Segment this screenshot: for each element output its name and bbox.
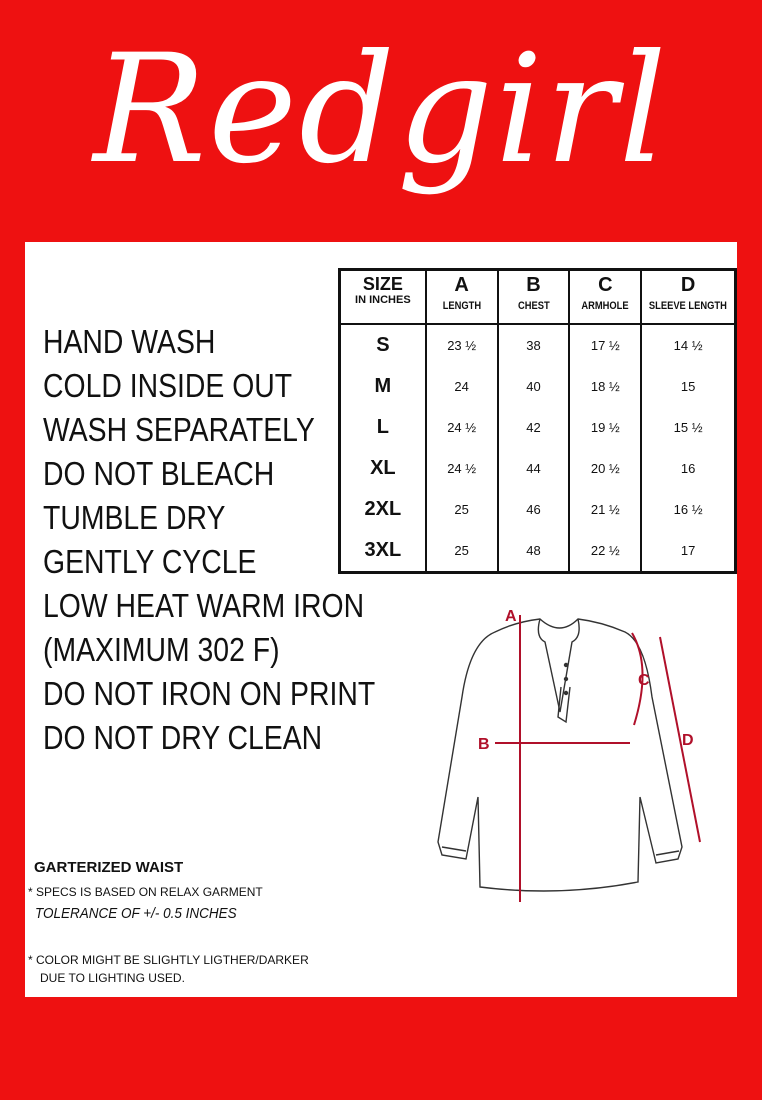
label-a: A <box>505 608 517 625</box>
size-table-header <box>340 270 736 325</box>
sleeve-cell: 15 ½ <box>641 407 735 448</box>
care-item: DO NOT DRY CLEAN <box>43 719 323 756</box>
column-header-armhole: C ARMHOLE <box>569 270 641 325</box>
length-cell: 24 ½ <box>426 407 498 448</box>
column-header-chest: B CHEST <box>498 270 570 325</box>
care-item: WASH SEPARATELY <box>43 411 315 448</box>
brand-logo <box>0 0 762 240</box>
size-chart-panel <box>25 242 737 997</box>
table-row <box>340 489 736 530</box>
care-item: (MAXIMUM 302 F) <box>43 631 280 668</box>
sleeve-cell: 17 <box>641 530 735 573</box>
care-item: HAND WASH <box>43 323 216 360</box>
armhole-cell: 22 ½ <box>569 530 641 573</box>
size-cell: 2XL <box>340 489 426 530</box>
armhole-cell: 18 ½ <box>569 366 641 407</box>
length-cell: 24 <box>426 366 498 407</box>
size-cell: XL <box>340 448 426 489</box>
care-item: GENTLY CYCLE <box>43 543 257 580</box>
label-d: D <box>682 732 694 749</box>
care-item: DO NOT IRON ON PRINT <box>43 675 376 712</box>
measurement-lines <box>495 615 700 902</box>
chest-cell: 46 <box>498 489 570 530</box>
sleeve-cell: 16 <box>641 448 735 489</box>
table-row <box>340 366 736 407</box>
blouse-outline <box>438 619 682 891</box>
column-header-length: A LENGTH <box>426 270 498 325</box>
chest-cell: 38 <box>498 324 570 366</box>
armhole-cell: 21 ½ <box>569 489 641 530</box>
size-cell: S <box>340 324 426 366</box>
armhole-cell: 17 ½ <box>569 324 641 366</box>
size-cell: L <box>340 407 426 448</box>
armhole-cell: 19 ½ <box>569 407 641 448</box>
sleeve-cell: 14 ½ <box>641 324 735 366</box>
specs-note: * SPECS IS BASED ON RELAX GARMENT <box>28 885 263 899</box>
table-row <box>340 407 736 448</box>
chest-cell: 44 <box>498 448 570 489</box>
size-cell: M <box>340 366 426 407</box>
sleeve-cell: 15 <box>641 366 735 407</box>
sleeve-cell: 16 ½ <box>641 489 735 530</box>
label-c: C <box>638 672 650 689</box>
size-column-header: SIZE IN INCHES <box>340 270 426 325</box>
color-note-line1: * COLOR MIGHT BE SLIGHTLY LIGTHER/DARKER <box>28 953 309 967</box>
table-row <box>340 530 736 573</box>
care-item: DO NOT BLEACH <box>43 455 275 492</box>
table-row <box>340 448 736 489</box>
table-row <box>340 324 736 366</box>
chest-cell: 48 <box>498 530 570 573</box>
garterized-waist-note: GARTERIZED WAIST <box>34 859 184 876</box>
chest-cell: 40 <box>498 366 570 407</box>
chest-cell: 42 <box>498 407 570 448</box>
brand-name: Redgirl <box>93 23 669 197</box>
size-cell: 3XL <box>340 530 426 573</box>
column-header-sleeve-length: D SLEEVE LENGTH <box>641 270 735 325</box>
length-cell: 23 ½ <box>426 324 498 366</box>
length-cell: 25 <box>426 530 498 573</box>
armhole-cell: 20 ½ <box>569 448 641 489</box>
care-item: LOW HEAT WARM IRON <box>43 587 365 624</box>
tolerance-note: TOLERANCE OF +/- 0.5 INCHES <box>35 905 237 922</box>
color-note-line2: DUE TO LIGHTING USED. <box>40 971 185 985</box>
length-cell: 25 <box>426 489 498 530</box>
care-item: TUMBLE DRY <box>43 499 226 536</box>
size-table <box>338 268 737 574</box>
care-item: COLD INSIDE OUT <box>43 367 293 404</box>
length-cell: 24 ½ <box>426 448 498 489</box>
blouse-measurement-diagram <box>420 597 720 927</box>
label-b: B <box>478 736 490 753</box>
